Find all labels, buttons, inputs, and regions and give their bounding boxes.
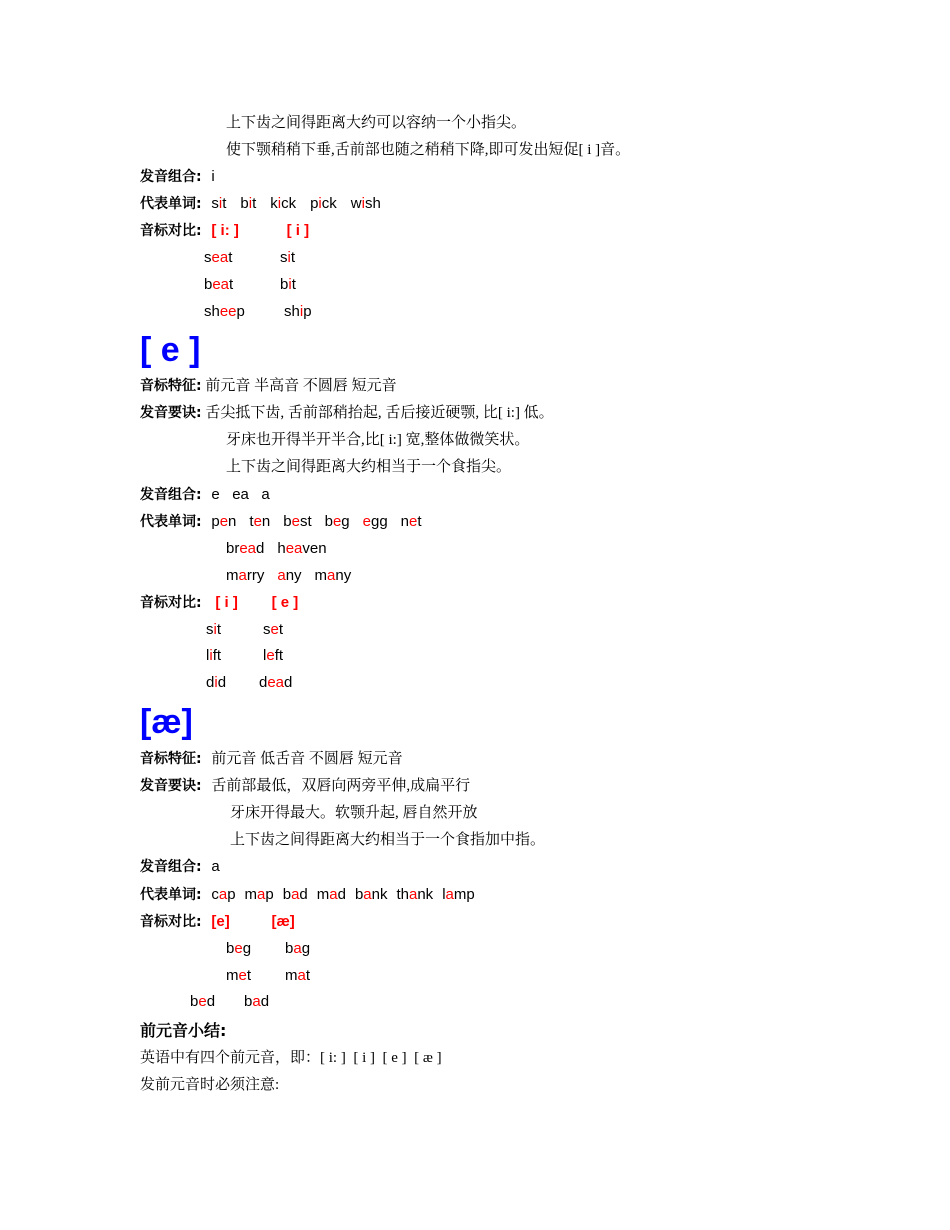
word-part: p [303, 303, 312, 320]
word-part: sh [364, 195, 381, 212]
example-word [325, 513, 350, 531]
example-word [204, 276, 233, 294]
highlighted-letters: a [257, 886, 266, 903]
highlighted-letters: ee [219, 303, 237, 320]
tips-row [140, 404, 554, 422]
highlighted-letters: i [218, 195, 223, 212]
example-word [285, 967, 310, 985]
word-part: m [314, 567, 328, 584]
highlighted-letters: a [277, 567, 286, 584]
highlighted-letters: a [329, 886, 338, 903]
example-word [226, 540, 264, 558]
highlighted-letters: a [293, 940, 302, 957]
highlighted-letters: a [252, 993, 261, 1010]
feature-row [140, 750, 403, 768]
word-part: m [226, 967, 239, 984]
example-word [206, 647, 221, 665]
example-word [211, 195, 226, 213]
tips-line: 上下齿之间得距离大约相当于一个食指尖。 [226, 459, 512, 475]
example-word [226, 940, 251, 958]
word-part: p [265, 886, 274, 903]
combo-label: 发音组合: [140, 859, 202, 875]
compare-symbol-b: [ i ] [286, 222, 310, 239]
highlighted-letters: i [361, 195, 365, 212]
word-part: t [229, 276, 234, 293]
word-part: d [206, 993, 216, 1010]
combo-row [140, 168, 215, 186]
word-part: d [299, 886, 308, 903]
example-word [285, 940, 310, 958]
example-word [396, 886, 433, 904]
word-part: s [204, 249, 212, 266]
example-word [249, 513, 270, 531]
word-part: b [240, 195, 249, 212]
tips-line: 上下齿之间得距离大约可以容纳一个小指尖。 [226, 115, 527, 131]
highlighted-letters: i [209, 647, 213, 664]
tips-line: 舌前部最低，双唇向两旁平伸,成扁平行 [211, 778, 471, 794]
word-part: p [227, 886, 236, 903]
word-list [226, 540, 327, 558]
example-word [277, 540, 326, 558]
highlighted-letters: e [409, 513, 418, 530]
word-part: d [284, 674, 293, 691]
word-part: b [285, 940, 294, 957]
word-part: l [442, 886, 446, 903]
combo-label: 发音组合: [140, 487, 202, 503]
example-word [315, 567, 352, 585]
example-word [284, 303, 312, 321]
highlighted-letters: ea [267, 674, 285, 691]
word-part: t [228, 249, 233, 266]
highlighted-letters: ea [239, 540, 257, 557]
word-part: mp [453, 886, 475, 903]
word-part: m [226, 567, 239, 584]
feature-label: 音标特征: [140, 378, 202, 394]
word-part: t [222, 195, 227, 212]
highlighted-letters: ea [211, 249, 229, 266]
example-word [244, 993, 269, 1011]
feature-label: 音标特征: [140, 751, 202, 767]
highlighted-letters: e [332, 513, 342, 530]
highlighted-letters: ea [212, 276, 230, 293]
compare-row [140, 594, 298, 612]
word-part: st [299, 513, 312, 530]
example-word [363, 513, 388, 531]
combo-value: e ea a [211, 486, 270, 503]
word-part: b [204, 276, 213, 293]
tips-row [140, 777, 470, 795]
combo-row [140, 858, 220, 876]
tips-label: 发音要诀: [140, 405, 202, 421]
section-heading-e: [ e ] [140, 331, 201, 369]
feature-value: 前元音 半高音 不圆唇 短元音 [205, 378, 397, 394]
word-part: c [211, 886, 219, 903]
word-part: p [310, 195, 319, 212]
word-part: t [305, 967, 311, 984]
word-part: p [211, 513, 220, 530]
word-part: ny [335, 567, 352, 584]
word-part: m [244, 886, 258, 903]
highlighted-letters: i [248, 195, 253, 212]
word-part: g [242, 940, 252, 957]
word-part: l [263, 647, 267, 664]
highlighted-letters: a [238, 567, 247, 584]
word-part: l [206, 647, 210, 664]
word-part: h [277, 540, 286, 557]
word-part: g [341, 513, 350, 530]
example-word [245, 886, 274, 904]
word-list [226, 567, 351, 585]
example-word [355, 886, 388, 904]
tips-label: 发音要诀: [140, 778, 202, 794]
word-part: s [280, 249, 288, 266]
word-part: t [246, 967, 252, 984]
example-word [401, 513, 422, 531]
example-word [283, 513, 311, 531]
word-part: n [400, 513, 410, 530]
example-word [280, 249, 295, 267]
word-part: d [206, 674, 215, 691]
highlighted-letters: a [297, 967, 306, 984]
word-part: n [228, 513, 237, 530]
example-word [211, 513, 236, 531]
words-label: 代表单词: [140, 514, 202, 530]
word-part: d [337, 886, 346, 903]
word-part: t [249, 513, 254, 530]
word-part: t [417, 513, 422, 530]
word-part: t [290, 249, 296, 266]
highlighted-letters: a [291, 886, 300, 903]
word-part: nk [371, 886, 388, 903]
highlighted-letters: i [214, 674, 218, 691]
highlighted-letters: i [287, 249, 291, 266]
word-part: ck [281, 195, 297, 212]
example-word [283, 886, 308, 904]
combo-label: 发音组合: [140, 169, 202, 185]
highlighted-letters: a [409, 886, 418, 903]
combo-row [140, 486, 270, 504]
example-word [240, 195, 256, 213]
feature-row [140, 377, 397, 395]
highlighted-letters: a [445, 886, 454, 903]
example-word [259, 674, 292, 692]
word-part: b [190, 993, 199, 1010]
highlighted-letters: a [363, 886, 372, 903]
word-list [211, 514, 421, 530]
compare-symbol-b: [ e ] [271, 594, 299, 611]
words-row [140, 195, 381, 213]
highlighted-letters: e [266, 647, 275, 664]
summary-line: 英语中有四个前元音，即：[ i: ] [ i ] [ e ] [ æ ] [140, 1050, 442, 1066]
compare-label: 音标对比: [140, 223, 202, 239]
word-part: m [285, 967, 298, 984]
word-part: b [226, 940, 235, 957]
highlighted-letters: e [238, 967, 247, 984]
highlighted-letters: a [218, 886, 228, 903]
compare-symbol-a: [ i: ] [211, 222, 239, 239]
word-part: ny [285, 567, 302, 584]
word-part: d [259, 674, 268, 691]
word-part: t [252, 195, 257, 212]
example-word [317, 886, 346, 904]
compare-symbol-a: [e] [211, 913, 230, 930]
word-part: b [280, 276, 289, 293]
highlighted-letters: e [270, 621, 279, 638]
compare-label: 音标对比: [140, 914, 202, 930]
word-part: b [354, 886, 364, 903]
example-word [206, 674, 226, 692]
combo-value: a [211, 858, 220, 875]
compare-label: 音标对比: [140, 595, 202, 611]
summary-line: 发前元音时必须注意: [140, 1077, 280, 1093]
compare-row [140, 913, 295, 931]
words-label: 代表单词: [140, 196, 202, 212]
words-row [140, 513, 422, 531]
highlighted-letters: e [234, 940, 243, 957]
word-part: s [211, 195, 219, 212]
word-part: b [282, 886, 292, 903]
tips-line: 使下颚稍稍下垂,舌前部也随之稍稍下降,即可发出短促[ i ]音。 [226, 142, 631, 158]
highlighted-letters: e [291, 513, 300, 530]
word-list [211, 887, 474, 903]
word-part: d [217, 674, 227, 691]
example-word [204, 303, 245, 321]
example-word [204, 249, 232, 267]
words-row [140, 886, 475, 904]
highlighted-letters: i [318, 195, 322, 212]
tips-line: 舌尖抵下齿, 舌前部稍抬起, 舌后接近硬颚, 比[ i:] 低。 [205, 405, 554, 421]
word-part: rry [246, 567, 265, 584]
word-part: p [236, 303, 245, 320]
word-part: ven [302, 540, 327, 557]
tips-line: 上下齿之间得距离大约相当于一个食指加中指。 [230, 832, 546, 848]
highlighted-letters: e [219, 513, 229, 530]
word-part: s [263, 621, 271, 638]
highlighted-letters: e [198, 993, 207, 1010]
summary-heading: 前元音小结: [140, 1021, 227, 1040]
highlighted-letters: ea [285, 540, 303, 557]
combo-value: i [211, 168, 215, 185]
example-word [226, 567, 264, 585]
word-part: t [291, 276, 296, 293]
example-word [277, 567, 301, 585]
word-part: w [350, 195, 362, 212]
highlighted-letters: i [277, 195, 282, 212]
example-word [226, 967, 251, 985]
highlighted-letters: a [327, 567, 336, 584]
word-part: ft [274, 647, 284, 664]
compare-symbol-a: [ i ] [215, 594, 238, 611]
word-list [211, 196, 380, 212]
example-word [211, 886, 235, 904]
tips-line: 牙床也开得半开半合,比[ i:] 宽,整体做微笑状。 [226, 432, 530, 448]
section-heading-ae: [æ] [140, 703, 193, 741]
word-part: ck [321, 195, 337, 212]
word-part: s [206, 621, 214, 638]
tips-line: 牙床开得最大。软颚升起, 唇自然开放 [230, 805, 478, 821]
example-word [263, 621, 283, 639]
highlighted-letters: i [213, 621, 217, 638]
example-word [351, 195, 381, 213]
word-part: ft [212, 647, 222, 664]
word-part: sh [204, 303, 220, 320]
word-part: d [256, 540, 265, 557]
highlighted-letters: i [288, 276, 292, 293]
word-part: nk [417, 886, 434, 903]
compare-symbol-b: [æ] [271, 913, 295, 930]
word-part: d [260, 993, 270, 1010]
example-word [310, 195, 337, 213]
word-part: m [316, 886, 330, 903]
word-part: n [261, 513, 271, 530]
highlighted-letters: e [362, 513, 371, 530]
word-part: b [283, 513, 292, 530]
highlighted-letters: i [299, 303, 304, 320]
example-word [270, 195, 296, 213]
word-part: g [301, 940, 311, 957]
word-part: gg [370, 513, 388, 530]
word-part: th [396, 886, 409, 903]
word-part: t [216, 621, 222, 638]
word-part: sh [284, 303, 300, 320]
word-part: t [278, 621, 284, 638]
word-part: br [226, 540, 240, 557]
compare-row [140, 222, 309, 240]
feature-value: 前元音 低舌音 不圆唇 短元音 [211, 751, 403, 767]
example-word [190, 993, 215, 1011]
example-word [263, 647, 283, 665]
example-word [280, 276, 296, 294]
word-part: b [244, 993, 253, 1010]
example-word [206, 621, 221, 639]
word-part: k [270, 195, 278, 212]
word-part: b [324, 513, 333, 530]
highlighted-letters: e [253, 513, 262, 530]
words-label: 代表单词: [140, 887, 202, 903]
example-word [442, 886, 475, 904]
